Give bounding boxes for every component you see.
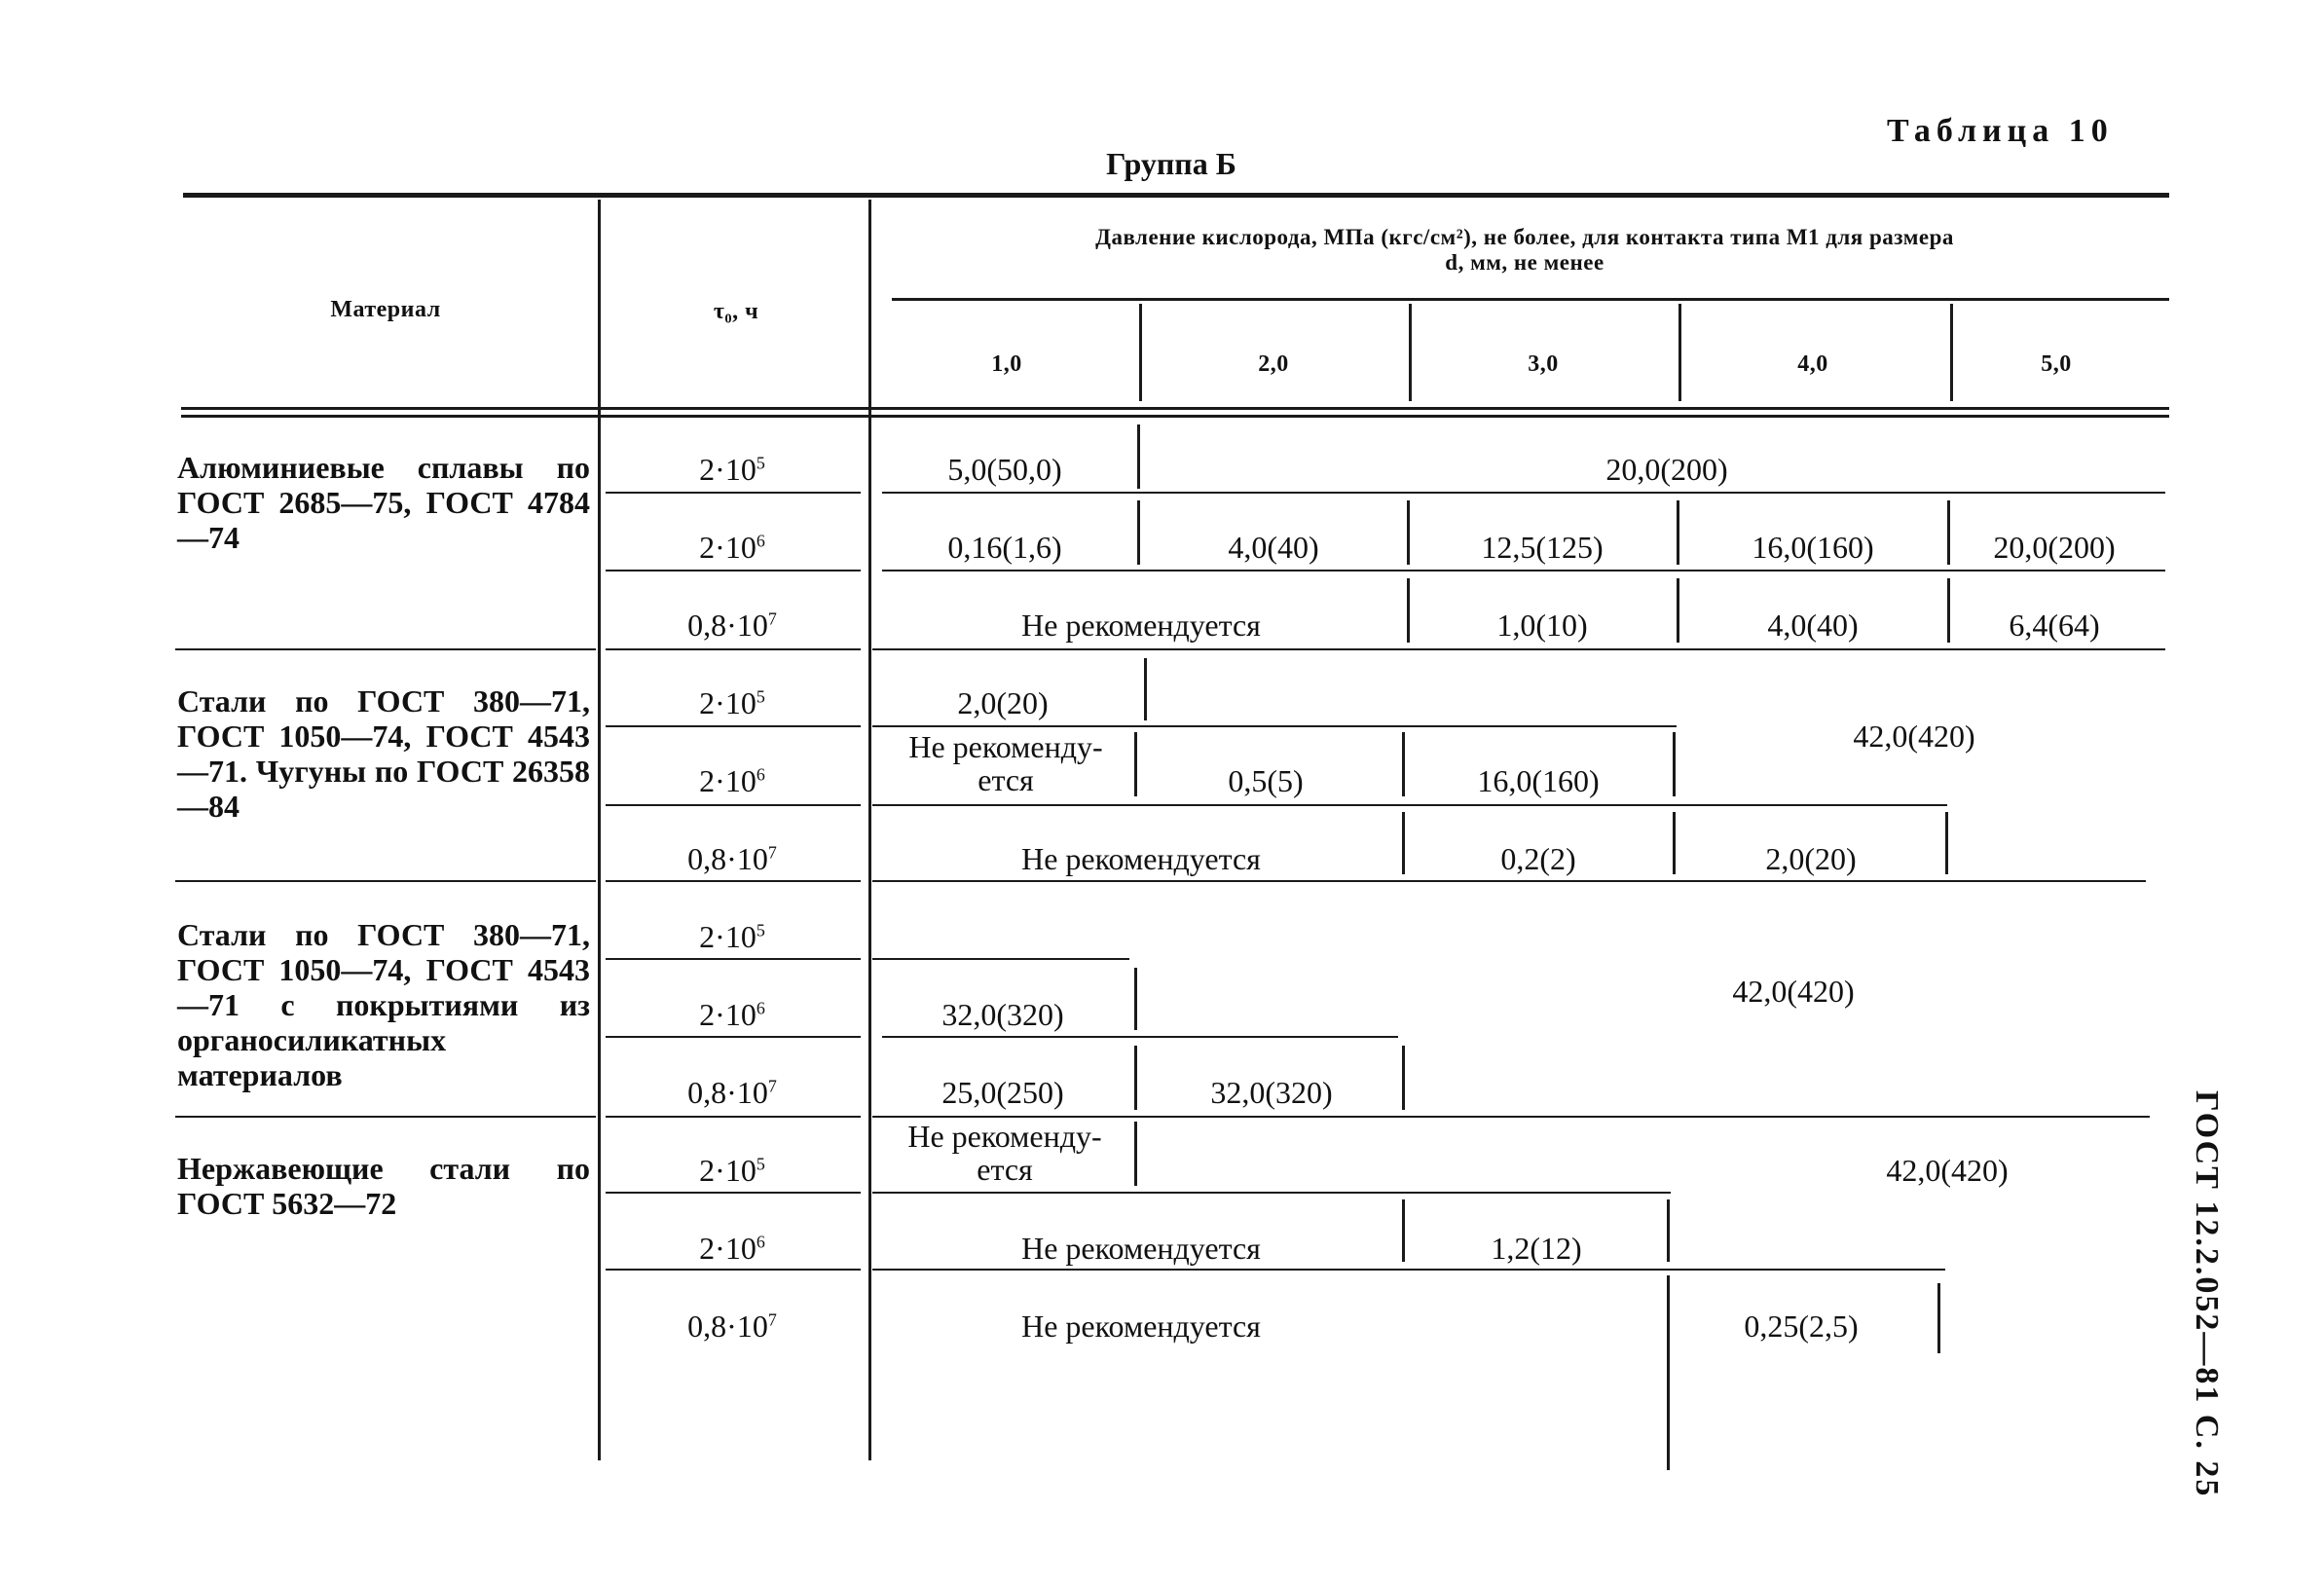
g4-v xyxy=(1667,1275,1670,1470)
time-cell: $2\cdot 10^6$ xyxy=(699,530,765,565)
mat-sep-2 xyxy=(175,880,596,882)
value-cell: 0,2(2) xyxy=(1500,841,1576,876)
mat-sep-3 xyxy=(175,1116,596,1118)
header-size-5: 5,0 xyxy=(2041,351,2072,377)
value-cell-merged: 42,0(420) xyxy=(1732,974,1855,1009)
g2-v xyxy=(1144,658,1147,720)
header-bottom-rule-1 xyxy=(181,407,2169,410)
g2-v xyxy=(1402,812,1405,874)
value-cell: 20,0(200) xyxy=(1605,452,1728,487)
g1-v xyxy=(1407,500,1410,565)
g1-row-sep xyxy=(882,570,2165,571)
g2-v xyxy=(1673,732,1676,796)
g4-row-sep xyxy=(872,1192,1671,1194)
value-cell: 0,5(5) xyxy=(1228,763,1304,798)
value-cell: 32,0(320) xyxy=(1210,1075,1333,1110)
g3-bottom xyxy=(872,1116,2150,1118)
material-group-3: Стали по ГОСТ 380—71, ГОСТ 1050—74, ГОСТ 4543—71 с покрытиями из органосиликатных материалов xyxy=(177,917,590,1092)
value-line: Не рекоменду- xyxy=(907,1119,1102,1154)
value-cell-merged: 42,0(420) xyxy=(1886,1153,2009,1188)
value-cell: 4,0(40) xyxy=(1228,530,1319,565)
value-cell: Не рекомендуется xyxy=(1021,1309,1261,1344)
g3-row-sep xyxy=(882,1036,1398,1038)
time-sep xyxy=(606,1269,861,1271)
time-sep xyxy=(606,1036,861,1038)
header-bottom-rule-2 xyxy=(181,415,2169,418)
value-cell: 5,0(50,0) xyxy=(947,452,1062,487)
time-cell: $2\cdot 10^5$ xyxy=(699,1153,765,1188)
time-sep xyxy=(606,1116,861,1118)
value-cell: 25,0(250) xyxy=(941,1075,1064,1110)
time-sep xyxy=(606,1192,861,1194)
value-cell: 16,0(160) xyxy=(1752,530,1874,565)
g1-v xyxy=(1677,578,1679,643)
table-label: Таблица 10 xyxy=(1887,113,2114,149)
value-cell: 32,0(320) xyxy=(941,997,1064,1032)
hdr-sep-3 xyxy=(1678,304,1681,401)
value-cell: 2,0(20) xyxy=(957,685,1049,720)
value-cell-stacked xyxy=(880,730,1131,796)
g2-v xyxy=(1673,812,1676,874)
g1-bottom xyxy=(872,648,2165,650)
value-cell: Не рекомендуется xyxy=(1021,841,1261,876)
g3-v xyxy=(1134,968,1137,1030)
header-size-1: 1,0 xyxy=(991,351,1022,377)
g1-v xyxy=(1947,578,1950,643)
value-cell: Не рекомендуется xyxy=(1021,1231,1261,1266)
header-pressure: Давление кислорода, МПа (кгс/см²), не более, для контакта типа М1 для размера xyxy=(1095,225,1954,249)
g2-v xyxy=(1945,812,1948,874)
value-line: ется xyxy=(978,762,1034,797)
value-cell: 16,0(160) xyxy=(1477,763,1600,798)
value-cell: 12,5(125) xyxy=(1481,530,1604,565)
top-rule xyxy=(183,193,2169,198)
g1-v xyxy=(1947,500,1950,565)
g1-row-sep xyxy=(882,492,2165,494)
col-sep-material xyxy=(598,200,601,1460)
g2-row-sep xyxy=(872,804,1947,806)
material-group-1: Алюминиевые сплавы по ГОСТ 2685—75, ГОСТ 4784—74 xyxy=(177,450,590,555)
g2-bottom xyxy=(872,880,2146,882)
value-cell: 1,0(10) xyxy=(1496,608,1588,643)
time-cell: $0,8\cdot 10^7$ xyxy=(687,1309,777,1344)
hdr-sep-2 xyxy=(1409,304,1412,401)
g3-v xyxy=(1134,1046,1137,1110)
header-tau: τ₀, ч xyxy=(713,299,759,324)
time-cell: $0,8\cdot 10^7$ xyxy=(687,1075,777,1110)
side-page-label: ГОСТ 12.2.052—81 С. 25 xyxy=(2189,1090,2225,1498)
header-pressure-line2: d, мм, не менее xyxy=(1445,250,1605,275)
time-cell: $2\cdot 10^6$ xyxy=(699,997,765,1032)
value-cell-merged: 42,0(420) xyxy=(1853,719,1975,754)
value-cell: 4,0(40) xyxy=(1767,608,1859,643)
g1-v xyxy=(1407,578,1410,643)
hdr-sep-1 xyxy=(1139,304,1142,401)
time-sep xyxy=(606,570,861,571)
material-group-2: Стали по ГОСТ 380—71, ГОСТ 1050—74, ГОСТ 4543—71. Чугуны по ГОСТ 26358—84 xyxy=(177,683,590,824)
value-cell: Не рекомендуется xyxy=(1021,608,1261,643)
time-sep xyxy=(606,958,861,960)
value-line: Не рекоменду- xyxy=(908,729,1103,764)
g4-v xyxy=(1667,1199,1670,1262)
time-sep xyxy=(606,648,861,650)
g4-row-sep xyxy=(872,1269,1945,1271)
value-cell: 0,16(1,6) xyxy=(947,530,1062,565)
header-material: Материал xyxy=(330,297,441,322)
time-cell: $2\cdot 10^6$ xyxy=(699,1231,765,1266)
g2-row-sep xyxy=(872,725,1677,727)
g1-v xyxy=(1137,500,1140,565)
hdr-sep-4 xyxy=(1950,304,1953,401)
mat-sep-1 xyxy=(175,648,596,650)
value-cell: 0,25(2,5) xyxy=(1744,1309,1859,1344)
material-group-4: Нержавеющие стали по ГОСТ 5632—72 xyxy=(177,1151,590,1221)
g4-v xyxy=(1937,1283,1940,1353)
g1-v xyxy=(1677,500,1679,565)
value-line: ется xyxy=(977,1152,1033,1187)
header-inner-rule xyxy=(892,298,2169,301)
time-sep xyxy=(606,804,861,806)
time-cell: $0,8\cdot 10^7$ xyxy=(687,841,777,876)
value-cell: 20,0(200) xyxy=(1993,530,2116,565)
time-cell: $2\cdot 10^5$ xyxy=(699,919,765,954)
group-title: Группа Б xyxy=(1106,146,1236,181)
time-sep xyxy=(606,492,861,494)
header-size-4: 4,0 xyxy=(1797,351,1828,377)
value-cell: 6,4(64) xyxy=(2009,608,2100,643)
value-cell: 2,0(20) xyxy=(1765,841,1857,876)
value-cell: 1,2(12) xyxy=(1491,1231,1582,1266)
g4-v xyxy=(1134,1122,1137,1186)
time-cell: $0,8\cdot 10^7$ xyxy=(687,608,777,643)
time-sep xyxy=(606,725,861,727)
value-cell-stacked xyxy=(876,1120,1133,1186)
time-cell: $2\cdot 10^6$ xyxy=(699,763,765,798)
header-size-2: 2,0 xyxy=(1258,351,1289,377)
g2-v xyxy=(1402,732,1405,796)
col-sep-time xyxy=(868,200,871,1460)
g3-row-sep xyxy=(872,958,1129,960)
header-size-3: 3,0 xyxy=(1528,351,1559,377)
time-cell: $2\cdot 10^5$ xyxy=(699,452,765,487)
time-cell: $2\cdot 10^5$ xyxy=(699,685,765,720)
time-sep xyxy=(606,880,861,882)
g1-v xyxy=(1137,424,1140,489)
g4-v xyxy=(1402,1199,1405,1262)
g3-v xyxy=(1402,1046,1405,1110)
g2-v xyxy=(1134,732,1137,796)
